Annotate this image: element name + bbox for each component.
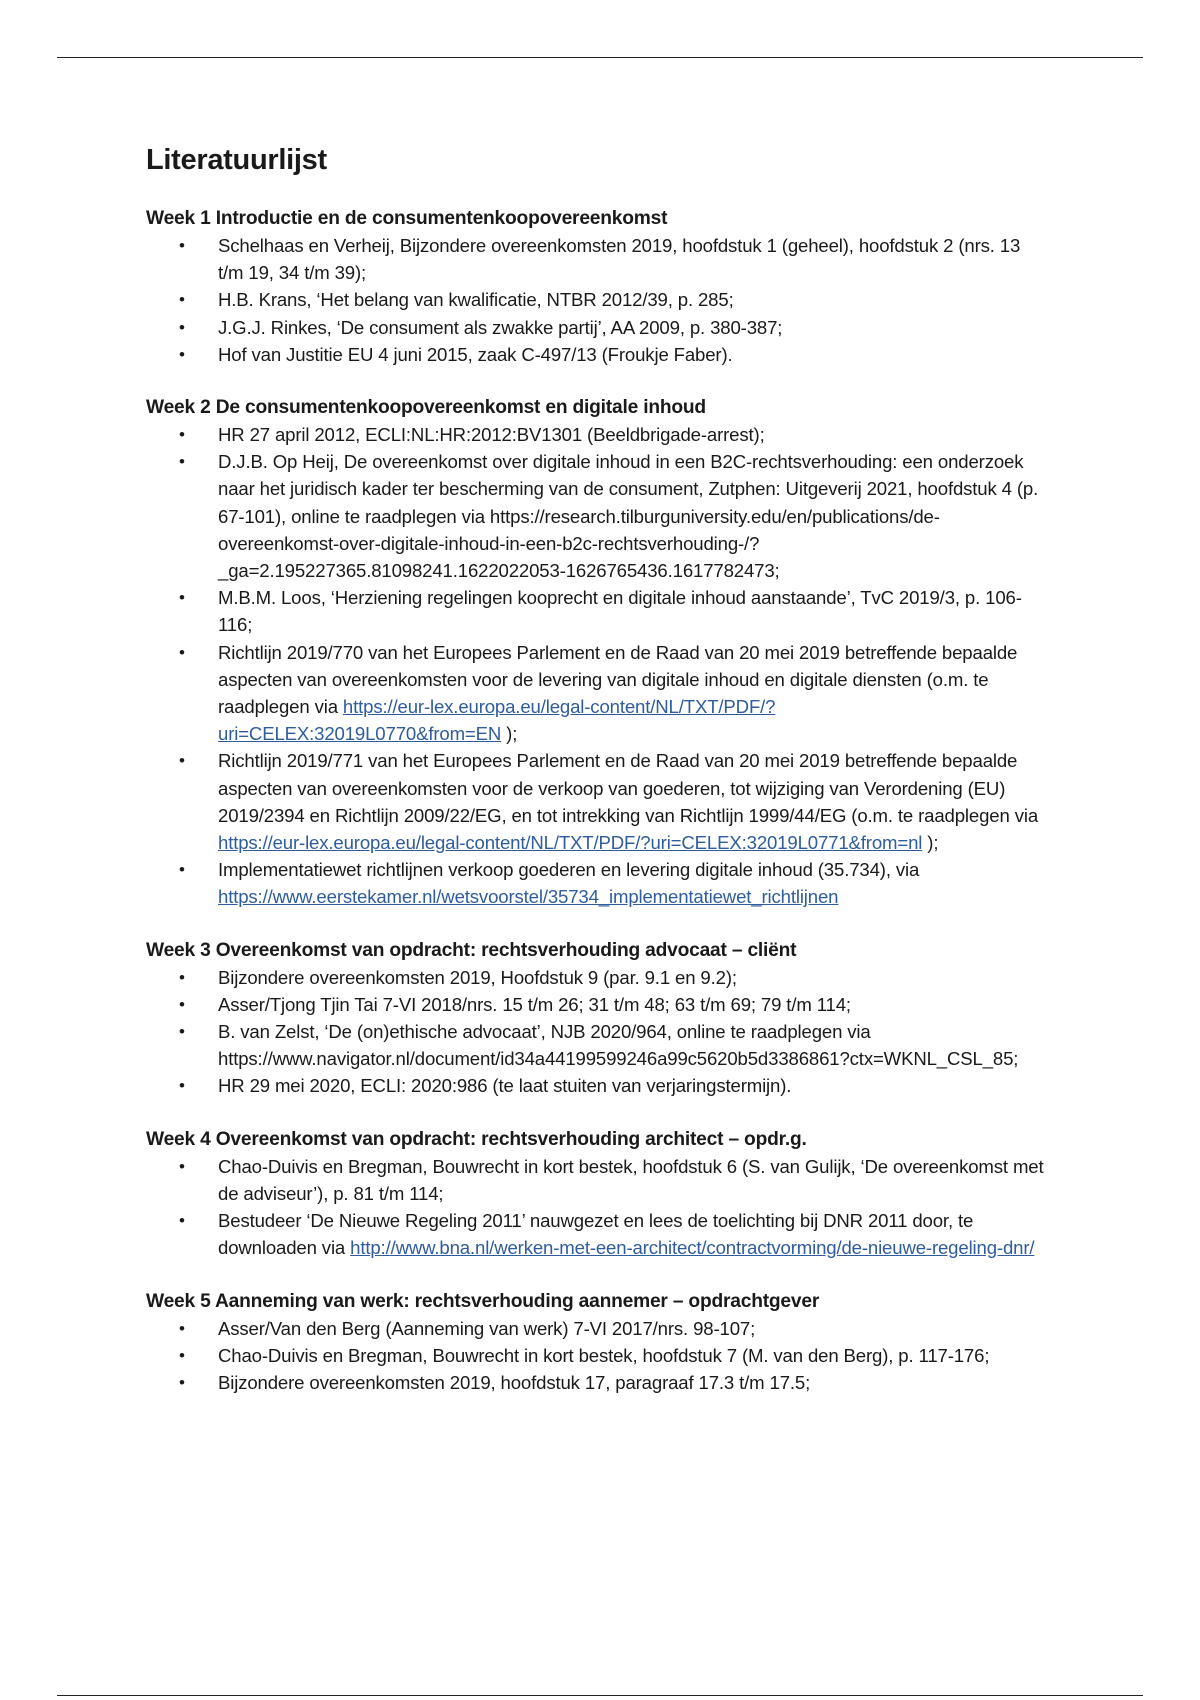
header-rule [57, 57, 1143, 58]
bullet-icon: • [179, 860, 185, 880]
bullet-icon: • [179, 236, 185, 255]
bullet-icon: • [179, 642, 185, 662]
week-section-1 [146, 205, 1046, 368]
reading-item [146, 448, 1046, 584]
bullet-icon: • [179, 1318, 185, 1338]
reference-text: Schelhaas en Verheij, Bijzondere overeenkomsten 2019, hoofdstuk 1 (geheel), hoofdstuk 2 (nrs. 13 t/m 19, 34 t/m 39); [218, 235, 1021, 284]
reference-text: ); [501, 723, 518, 745]
week-heading: Week 3 Overeenkomst van opdracht: rechtsverhouding advocaat – cliënt [146, 939, 797, 961]
reading-item [146, 286, 1046, 313]
reference-text: Chao-Duivis en Bregman, Bouwrecht in kort bestek, hoofdstuk 6 (S. van Gulijk, ‘De overeenkomst met de adviseur’), p. 81 t/m 114; [218, 1155, 1044, 1204]
reference-text: Bestudeer ‘De Nieuwe Regeling 2011’ nauwgezet en lees de toelichting bij DNR 2011 door, te downloaden via [218, 1210, 974, 1259]
document-body [146, 144, 1046, 1422]
reading-item [146, 1342, 1046, 1369]
reading-item [146, 1072, 1046, 1099]
reference-text: M.B.M. Loos, ‘Herziening regelingen kooprecht en digitale inhoud aanstaande’, TvC 2019/3, p. 106-116; [218, 587, 1022, 636]
footer-rule [57, 1695, 1143, 1696]
reading-list [146, 1153, 1046, 1262]
reading-item [146, 639, 1046, 748]
reading-item [146, 1153, 1046, 1207]
bullet-icon: • [179, 1211, 185, 1231]
reading-list [146, 1315, 1046, 1397]
week-sections [146, 205, 1046, 1396]
week-heading: Week 5 Aanneming van werk: rechtsverhouding aannemer – opdrachtgever [146, 1290, 820, 1312]
page-title: Literatuurlijst [146, 144, 327, 176]
week-section-5 [146, 1288, 1046, 1397]
reference-text: Richtlijn 2019/770 van het Europees Parlement en de Raad van 20 mei 2019 betreffende bepaalde aspecten van overeenkomsten voor de levering van digitale inhoud en digitale diensten (o.m. te raadplegen via [218, 641, 1018, 718]
reading-item [146, 856, 1046, 910]
reading-item [146, 1369, 1046, 1396]
reading-item [146, 964, 1046, 991]
reading-item [146, 1315, 1046, 1342]
bullet-icon: • [179, 317, 185, 337]
reference-text: Richtlijn 2019/771 van het Europees Parlement en de Raad van 20 mei 2019 betreffende bepaalde aspecten van overeenkomsten voor de verkoop van goederen, tot wijziging van Verordening (EU) 2019/2394 en Richtlijn 2009/22/EG, en tot intrekking van Richtlijn 1999/44/EG (o.m. te raadplegen via [218, 750, 1039, 826]
reference-text: HR 27 april 2012, ECLI:NL:HR:2012:BV1301 (Beeldbrigade-arrest); [218, 424, 765, 446]
bullet-icon: • [179, 751, 185, 771]
reference-text: Implementatiewet richtlijnen verkoop goederen en levering digitale inhoud (35.734), via [218, 859, 920, 881]
week-section-3 [146, 937, 1046, 1100]
reading-item [146, 421, 1046, 448]
reference-text: HR 29 mei 2020, ECLI: 2020:986 (te laat stuiten van verjaringstermijn). [218, 1075, 792, 1097]
reference-text: Asser/Van den Berg (Aanneming van werk) 7-VI 2017/nrs. 98-107; [218, 1317, 756, 1339]
reference-link[interactable]: https://eur-lex.europa.eu/legal-content/NL/TXT/PDF/?uri=CELEX:32019L0771&from=nl [218, 832, 923, 854]
reading-item [146, 1207, 1046, 1261]
reference-text: Asser/Tjong Tjin Tai 7-VI 2018/nrs. 15 t/m 26; 31 t/m 48; 63 t/m 69; 79 t/m 114; [218, 993, 851, 1015]
reference-text: H.B. Krans, ‘Het belang van kwalificatie, NTBR 2012/39, p. 285; [218, 289, 734, 311]
reference-text: Hof van Justitie EU 4 juni 2015, zaak C-497/13 (Froukje Faber). [218, 343, 733, 365]
week-heading: Week 4 Overeenkomst van opdracht: rechtsverhouding architect – opdr.g. [146, 1128, 807, 1150]
bullet-icon: • [179, 588, 185, 608]
reading-item [146, 584, 1046, 638]
reference-text: ); [922, 832, 939, 854]
bullet-icon: • [179, 344, 185, 364]
bullet-icon: • [179, 994, 185, 1014]
reference-text: J.G.J. Rinkes, ‘De consument als zwakke partij’, AA 2009, p. 380-387; [218, 316, 783, 338]
reading-list [146, 421, 1046, 911]
reference-text: Bijzondere overeenkomsten 2019, Hoofdstuk 9 (par. 9.1 en 9.2); [218, 966, 737, 988]
reference-link[interactable]: http://www.bna.nl/werken-met-een-architect/contractvorming/de-nieuwe-regeling-dnr/ [350, 1237, 1035, 1259]
reference-text: Chao-Duivis en Bregman, Bouwrecht in kort bestek, hoofdstuk 7 (M. van den Berg), p. 117-176; [218, 1344, 990, 1366]
bullet-icon: • [179, 290, 185, 310]
bullet-icon: • [179, 1345, 185, 1365]
bullet-icon: • [179, 1076, 185, 1096]
reference-text: B. van Zelst, ‘De (on)ethische advocaat’, NJB 2020/964, online te raadplegen via https://www.navigator.nl/document/id34a44199599246a99c5620b5d3386861?ctx=WKNL_CSL_85; [218, 1021, 1019, 1070]
bullet-icon: • [179, 452, 185, 472]
bullet-icon: • [179, 1022, 185, 1042]
reference-text: D.J.B. Op Heij, De overeenkomst over digitale inhoud in een B2C-rechtsverhouding: een onderzoek naar het juridisch kader ter bescherming van de consument, Zutphen: Uitgeverij 2021, hoofdstuk 4 (p. 67-101), online te raadplegen via https://research.tilburguniversity.edu/en/publications/de-overeenkomst-over-digitale-inhoud-in-een-b2c-rechtsverhouding-/?_ga=2.195227365.81098241.1622022053-1626765436.1617782473; [218, 451, 1039, 582]
reading-list [146, 232, 1046, 368]
reading-item [146, 747, 1046, 856]
reading-item [146, 314, 1046, 341]
bullet-icon: • [179, 967, 185, 987]
week-heading: Week 2 De consumentenkoopovereenkomst en digitale inhoud [146, 397, 706, 419]
reading-list [146, 964, 1046, 1100]
reference-text: Bijzondere overeenkomsten 2019, hoofdstuk 17, paragraaf 17.3 t/m 17.5; [218, 1371, 811, 1393]
bullet-icon: • [179, 425, 185, 445]
reading-item [146, 1018, 1046, 1072]
reading-item [146, 991, 1046, 1018]
reference-link[interactable]: https://www.eerstekamer.nl/wetsvoorstel/35734_implementatiewet_richtlijnen [218, 886, 839, 908]
week-heading: Week 1 Introductie en de consumentenkoopovereenkomst [146, 208, 668, 229]
bullet-icon: • [179, 1372, 185, 1392]
week-section-4 [146, 1126, 1046, 1262]
reading-item [146, 232, 1046, 286]
bullet-icon: • [179, 1156, 185, 1176]
week-section-2 [146, 394, 1046, 911]
reading-item [146, 341, 1046, 368]
reference-link[interactable]: https://eur-lex.europa.eu/legal-content/NL/TXT/PDF/?uri=CELEX:32019L0770&from=EN [218, 696, 776, 745]
